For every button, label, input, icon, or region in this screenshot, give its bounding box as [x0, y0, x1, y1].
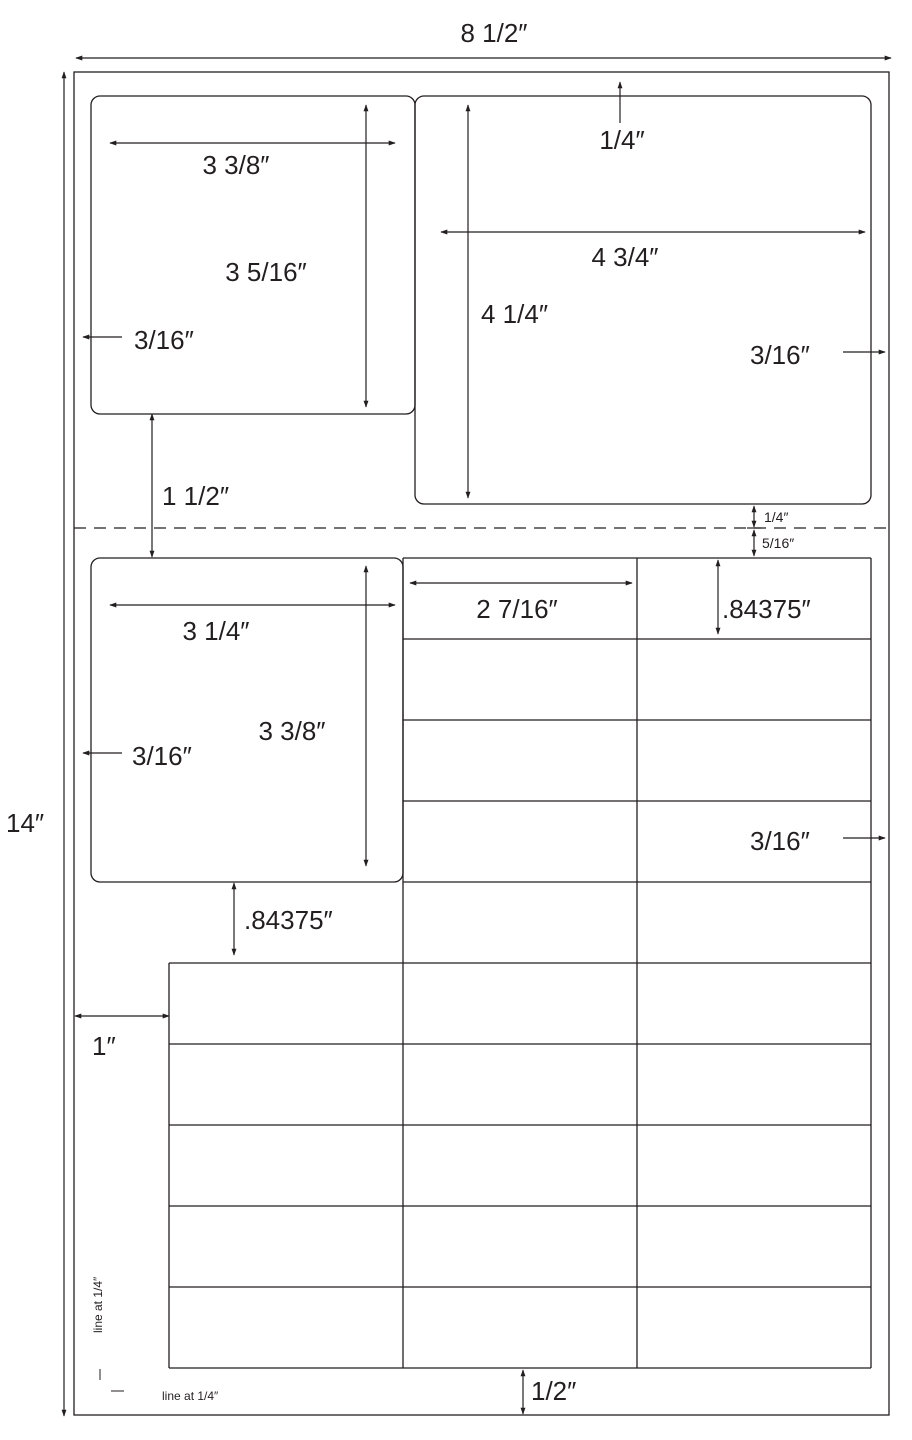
- label-c-height-label: 3 3/8″: [258, 716, 326, 746]
- upper-lower-gap-label: 1 1/2″: [162, 481, 230, 511]
- page-height-label: 14″: [6, 808, 45, 838]
- label-b-width-label: 4 3/4″: [591, 242, 659, 272]
- page-outline: [74, 72, 889, 1415]
- label-c-width-label: 3 1/4″: [182, 616, 250, 646]
- vertical-line-note: line at 1/4″: [91, 1276, 105, 1333]
- label-a-margin-label: 3/16″: [134, 325, 194, 355]
- horizontal-line-note: line at 1/4″: [162, 1389, 219, 1403]
- label-c-margin-label: 3/16″: [132, 741, 192, 771]
- bottom-margin-label: 1/2″: [531, 1376, 577, 1406]
- page-width-label: 8 1/2″: [460, 18, 528, 48]
- grid-left-margin-label: 1″: [92, 1031, 116, 1061]
- label-b-margin-label: 3/16″: [750, 340, 810, 370]
- label-a-width-label: 3 3/8″: [202, 150, 270, 180]
- small-label-width-label: 2 7/16″: [476, 594, 558, 624]
- label-b-height-label: 4 1/4″: [481, 299, 549, 329]
- fold-below-label: 5/16″: [762, 535, 795, 551]
- grid-margin-label: 3/16″: [750, 826, 810, 856]
- top-margin-label: 1/4″: [599, 125, 645, 155]
- label-c-square: [91, 558, 403, 882]
- gap-below-c-label: .84375″: [244, 905, 333, 935]
- fold-above-label: 1/4″: [764, 509, 789, 525]
- label-a-height-label: 3 5/16″: [225, 257, 307, 287]
- small-label-height-label: .84375″: [722, 594, 811, 624]
- small-label-grid: [169, 558, 871, 1368]
